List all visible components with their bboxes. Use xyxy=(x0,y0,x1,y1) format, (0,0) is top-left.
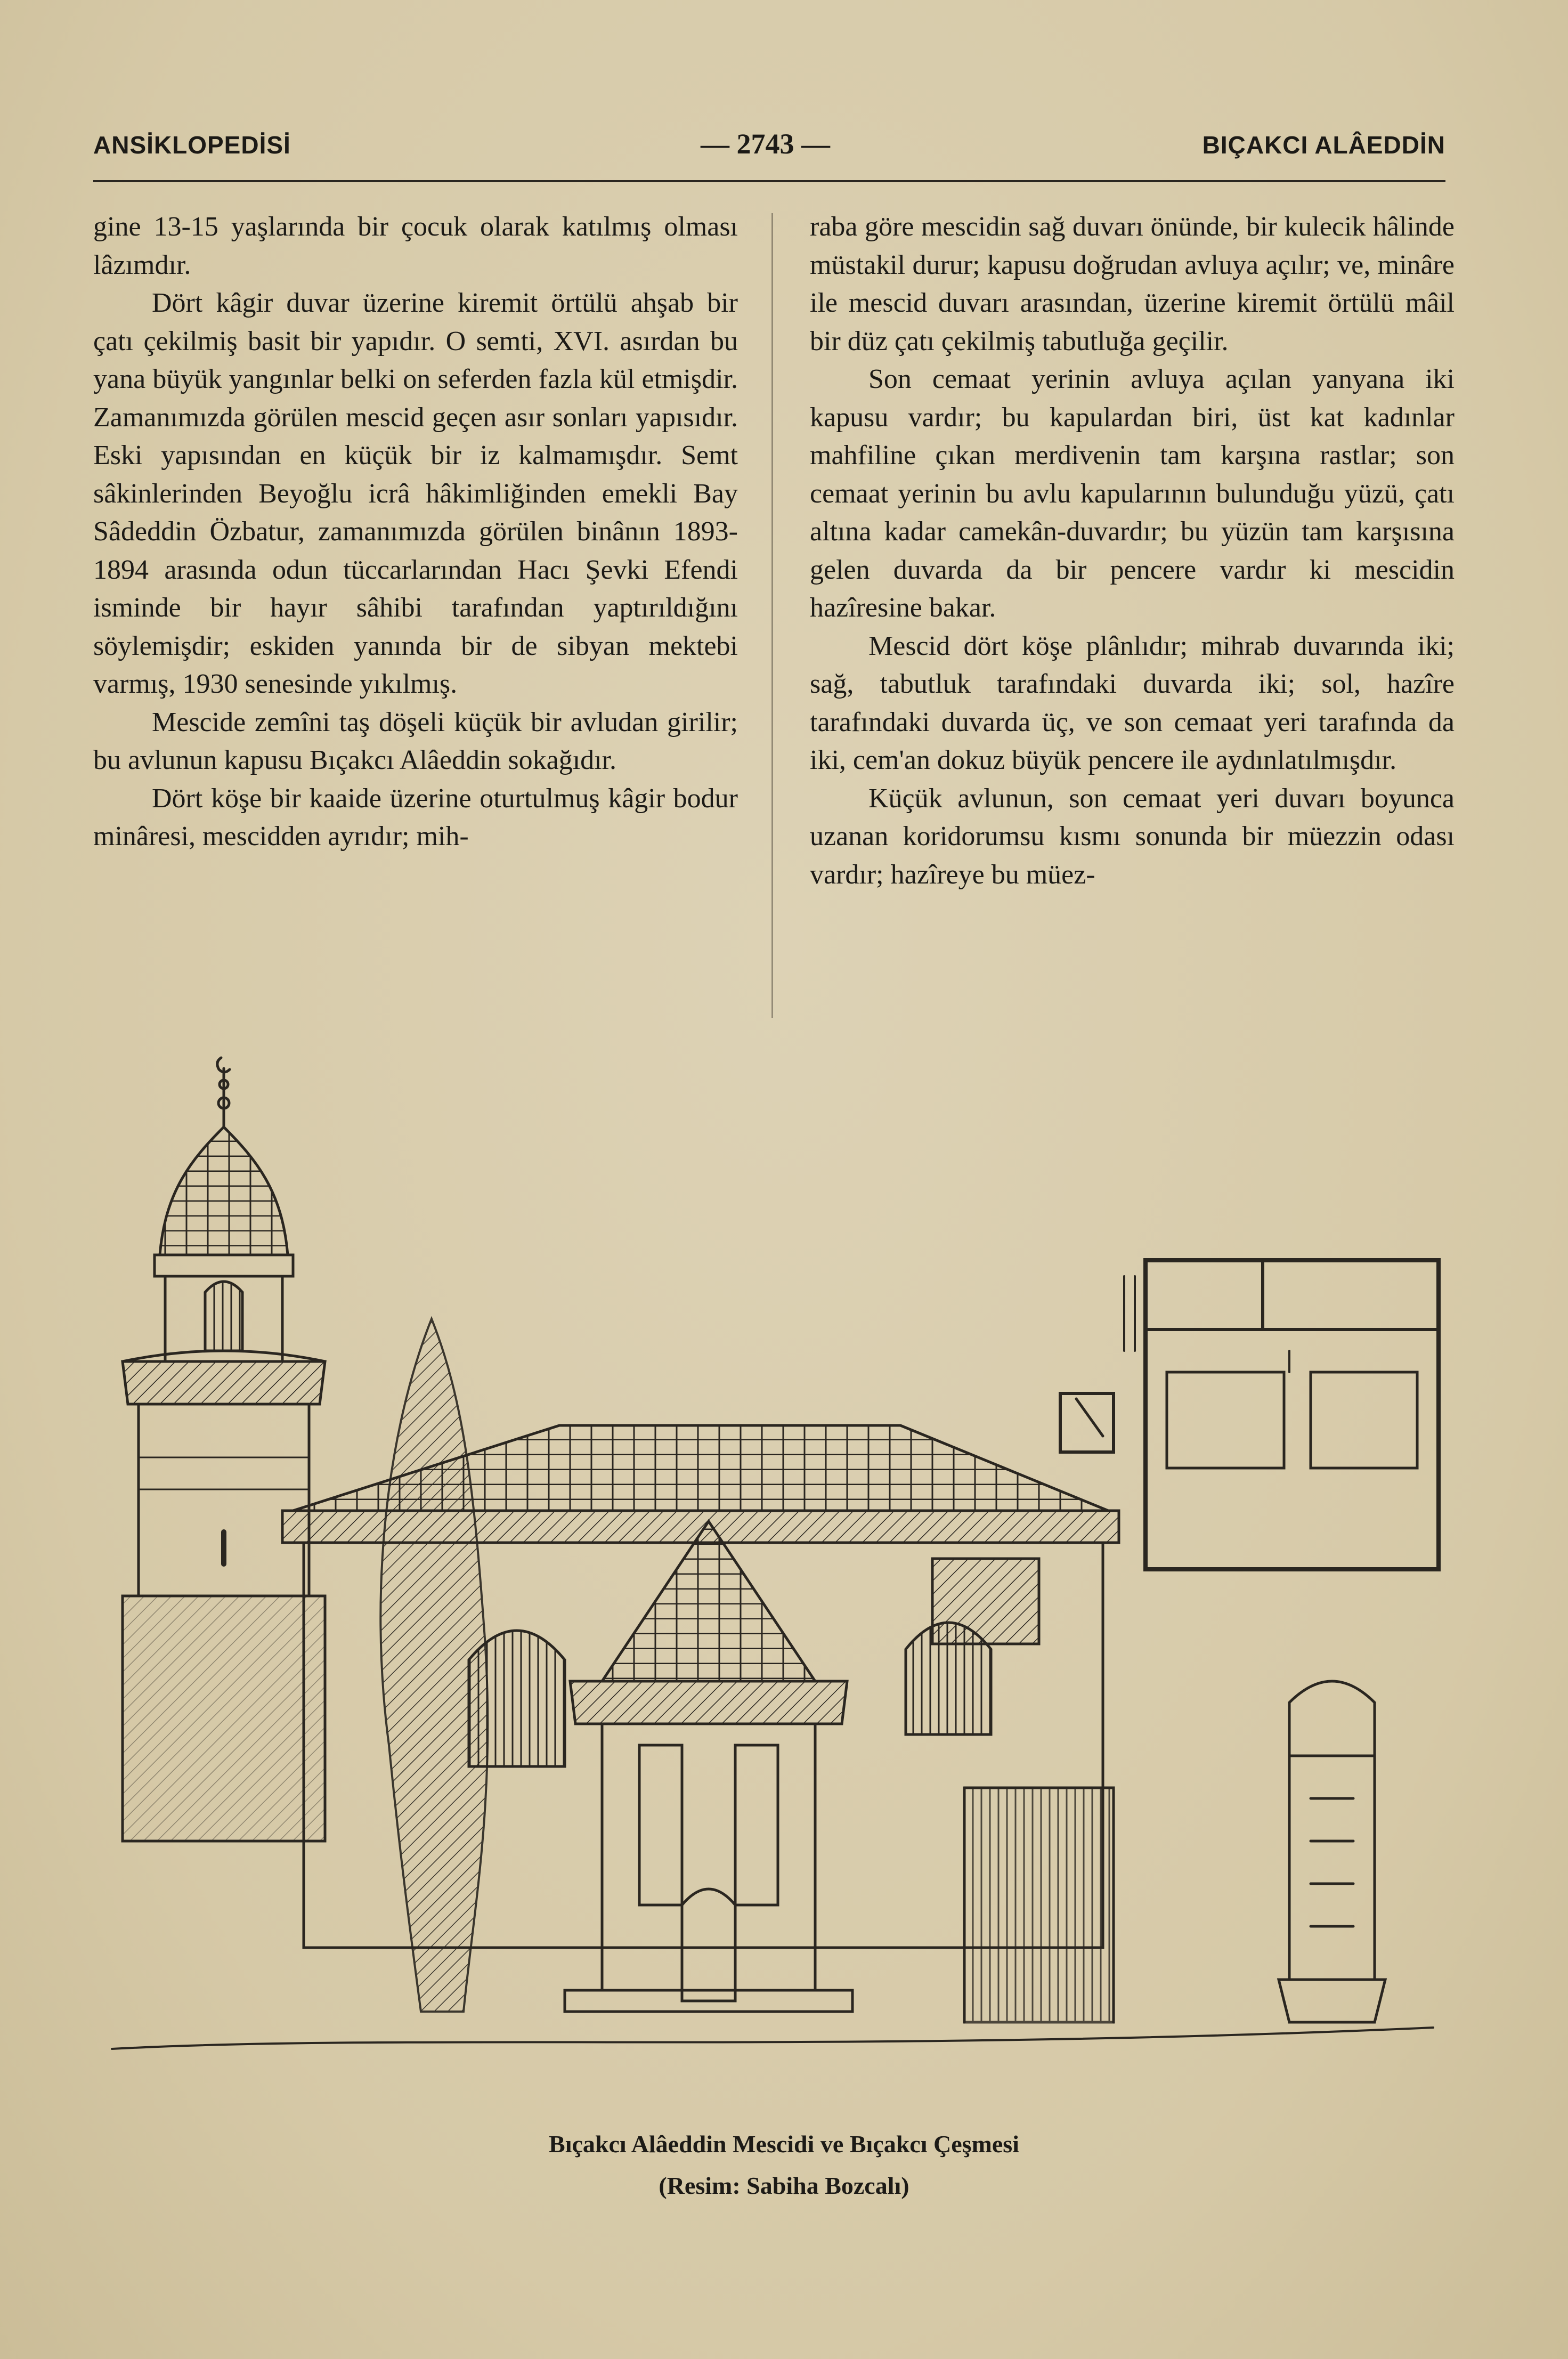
left-text-column xyxy=(93,208,738,856)
paragraph: Mescide zemîni taş döşeli küçük bir avludan girilir; bu avlunun kapusu Bıçakcı Alâeddin sokağıdır. xyxy=(93,707,738,775)
paragraph: Dört köşe bir kaaide üzerine oturtulmuş kâgir bodur minâresi, mescidden ayrıdır; mih- xyxy=(93,783,738,852)
right-text-column xyxy=(810,208,1455,894)
running-header xyxy=(93,128,1445,168)
paragraph: Mescid dört köşe plânlıdır; mihrab duvarında iki; sağ, tabutluk tarafındaki duvarda iki; sol, hazîre tarafındaki duvarda üç, ve son cemaat yeri tarafında da iki, cem'an dokuz büyük pencere ile aydınlatılmışdır. xyxy=(810,630,1455,775)
header-entry-title: BIÇAKCI ALÂEDDİN xyxy=(1202,131,1445,159)
cypress-tree-drawing xyxy=(380,1319,488,2012)
header-rule xyxy=(93,180,1445,182)
minaret-drawing xyxy=(123,1058,325,1841)
header-encyclopedia-title: ANSİKLOPEDİSİ xyxy=(93,131,291,159)
column-divider xyxy=(771,213,773,1018)
caption-credit: (Resim: Sabiha Bozcalı) xyxy=(659,2172,909,2199)
page-number: — 2743 — xyxy=(701,128,830,160)
fence-drawing xyxy=(964,1788,1114,2022)
paragraph: gine 13-15 yaşlarında bir çocuk olarak katılmış olması lâzımdır. xyxy=(93,212,738,280)
fountain-drawing xyxy=(565,1521,852,2012)
paragraph: raba göre mescidin sağ duvarı önünde, bir kulecik hâlinde müstakil durur; kapusu doğrudan avluya açılır; ve, minâre ile mescid duvarı arasından, üzerine kiremit örtülü mâil bir düz çatı çekilmiş tabutluğa geçilir. xyxy=(810,212,1455,356)
paragraph: Son cemaat yerinin avluya açılan yanyana iki kapusu vardır; bu kapulardan biri, üst kat kadınlar mahfiline çıkan merdivenin tam karşına rastlar; son cemaat yerinin bu avlu kapularının bulunduğu yüzü, çatı altına kadar camekân-duvardır; bu yüzün tam karşısına gelen duvarda da bir pencere vardır ki mescidin hazîresine bakar. xyxy=(810,364,1455,623)
caption-title: Bıçakcı Alâeddin Mescidi ve Bıçakcı Çeşmesi xyxy=(549,2130,1019,2158)
ground-line xyxy=(112,2028,1433,2049)
mosque-illustration xyxy=(91,1052,1455,2113)
tablet-drawing xyxy=(1279,1681,1385,2022)
figure-caption xyxy=(0,2123,1568,2207)
paragraph: Dört kâgir duvar üzerine kiremit örtülü ahşab bir çatı çekilmiş basit bir yapıdır. O semti, XVI. asırdan bu yana büyük yangınlar belki on seferden fazla kül etmişdir. Zamanımızda görülen mescid geçen asır sonları yapısıdır. Eski yapısından en küçük bir iz kalmamışdır. Semt sâkinlerinden Beyoğlu icrâ hâkimliğinden emekli Bay Sâdeddin Özbatur, zamanımızda görülen binânın 1893-1894 arasında odun tüccarlarından Hacı Şevki Efendi isminde bir hayır sâhibi tarafından yaptırıldığını söylemişdir; eskiden yanında bir de sibyan mektebi varmış, 1930 senesinde yıkılmış. xyxy=(93,288,738,699)
paragraph: Küçük avlunun, son cemaat yeri duvarı boyunca uzanan koridorumsu kısmı sonunda bir müezzin odası vardır; hazîreye bu müez- xyxy=(810,783,1455,890)
